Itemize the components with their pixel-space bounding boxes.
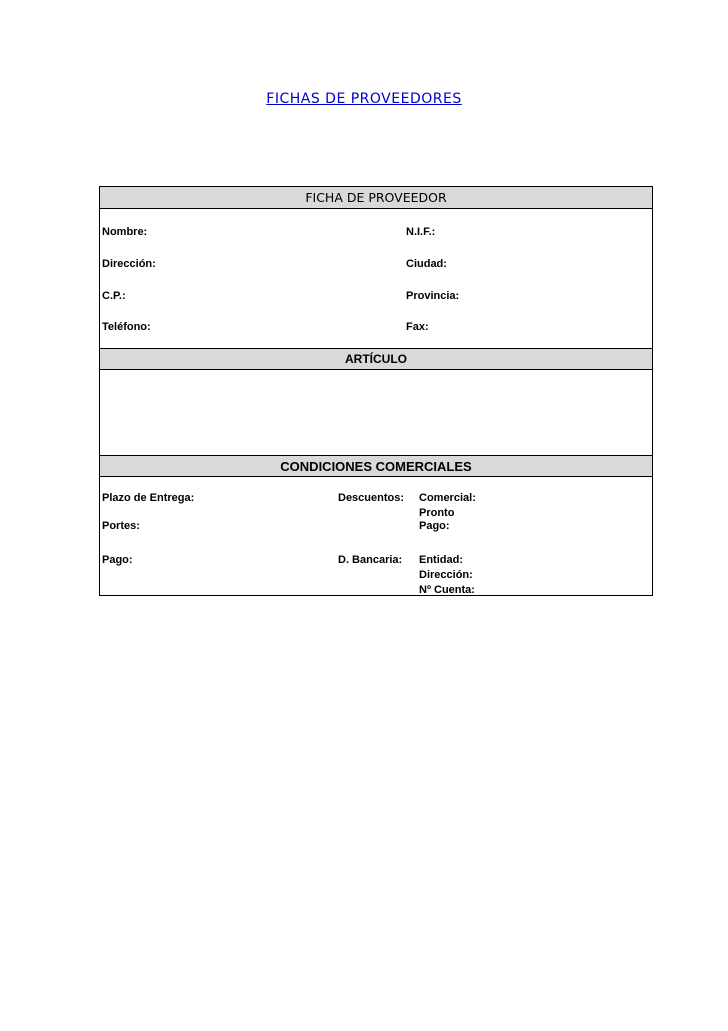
label-n-cuenta: Nº Cuenta:	[419, 584, 475, 596]
article-header	[100, 348, 652, 370]
page-title: FICHAS DE PROVEEDORES	[266, 91, 462, 107]
article-area	[100, 370, 652, 455]
supplier-card-title: FICHA DE PROVEEDOR	[305, 189, 447, 205]
supplier-card-header	[100, 186, 652, 209]
label-nif: N.I.F.:	[406, 226, 436, 238]
label-pronto: Pronto	[419, 507, 455, 519]
label-cp: C.P.:	[102, 290, 126, 302]
label-portes: Portes:	[102, 520, 140, 532]
label-ciudad: Ciudad:	[406, 258, 447, 270]
label-entidad: Entidad:	[419, 554, 463, 566]
label-nombre: Nombre:	[102, 226, 148, 238]
commercial-conditions-title: CONDICIONES COMERCIALES	[280, 458, 472, 474]
label-telefono: Teléfono:	[102, 321, 151, 333]
label-descuentos: Descuentos:	[338, 492, 405, 504]
label-provincia: Provincia:	[406, 290, 460, 302]
label-direccion-banco: Dirección:	[419, 569, 473, 581]
label-pago: Pago:	[102, 554, 133, 566]
label-plazo-entrega: Plazo de Entrega:	[102, 492, 195, 504]
article-title: ARTÍCULO	[345, 352, 407, 366]
label-fax: Fax:	[406, 321, 429, 333]
label-d-bancaria: D. Bancaria:	[338, 554, 403, 566]
label-direccion: Dirección:	[102, 258, 156, 270]
label-pronto-pago: Pago:	[419, 520, 450, 532]
supplier-form	[99, 186, 653, 596]
label-comercial: Comercial:	[419, 492, 476, 504]
commercial-conditions-header	[100, 455, 652, 477]
